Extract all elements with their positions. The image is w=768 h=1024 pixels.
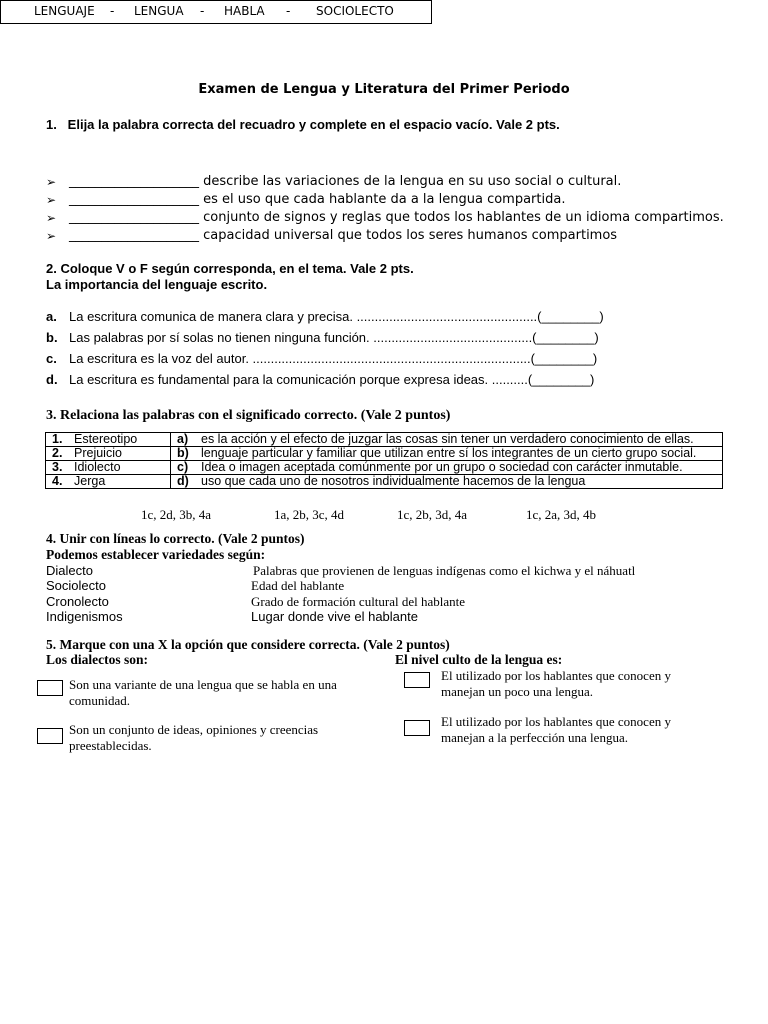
answer-option[interactable]: 1c, 2b, 3d, 4a (397, 507, 468, 522)
fill-blank-definition: capacidad universal que todos los seres humanos compartimos (203, 228, 618, 243)
word-separator: - (200, 4, 205, 18)
answer-option[interactable]: 1c, 2a, 3d, 4b (526, 507, 597, 522)
checkbox[interactable] (37, 728, 63, 744)
fill-blank-text (69, 210, 724, 225)
meaning-text: Idea o imagen aceptada comúnmente por un grupo o sociedad con carácter inmutable. (201, 460, 683, 474)
word-box (0, 0, 432, 24)
term-cell (46, 447, 171, 461)
item-letter: c. (46, 351, 57, 366)
table-row (46, 447, 723, 461)
fill-blank-text (69, 228, 617, 243)
meaning-letter: a) (177, 432, 189, 446)
checkbox[interactable] (37, 680, 63, 696)
meaning-letter: b) (177, 446, 189, 460)
left-heading: Los dialectos son: (46, 652, 149, 667)
term-cell (46, 475, 171, 489)
meaning-text: es la acción y el efecto de juzgar las cosas sin tener un verdadero conocimiento de ellas. (201, 432, 694, 446)
table-row (46, 461, 723, 475)
true-false-statement[interactable]: La escritura es la voz del autor. .............................................................................(________) (69, 351, 598, 366)
word-option: HABLA (224, 4, 265, 18)
meaning-cell (171, 461, 723, 475)
word-option: LENGUAJE (34, 4, 95, 18)
arrow-bullet-icon: ➢ (46, 193, 57, 207)
checkbox[interactable] (404, 672, 430, 688)
true-false-statement[interactable]: La escritura es fundamental para la comunicación porque expresa ideas. ..........(________) (69, 372, 595, 387)
blank-line[interactable]: ____________________ (69, 174, 199, 189)
answer-option[interactable]: 1a, 2b, 3c, 4d (274, 507, 345, 522)
question-5-prompt: 5. Marque con una X la opción que considere correcta. (Vale 2 puntos) (46, 637, 450, 652)
arrow-bullet-icon: ➢ (46, 211, 57, 225)
table-row (46, 433, 723, 447)
term-number: 2. (52, 446, 63, 460)
term-cell (46, 461, 171, 475)
meaning-text: lenguaje particular y familiar que utilizan entre sí los integrantes de un cierto grupo social. (201, 446, 697, 460)
option-text: Son una variante de una lengua que se habla en una comunidad. (69, 677, 337, 708)
meaning-cell (171, 447, 723, 461)
left-term[interactable]: Dialecto (46, 563, 93, 578)
true-false-statement[interactable]: La escritura comunica de manera clara y precisa. ..................................................(________) (69, 309, 604, 324)
checkbox[interactable] (404, 720, 430, 736)
blank-line[interactable]: ____________________ (69, 210, 199, 225)
arrow-bullet-icon: ➢ (46, 175, 57, 189)
item-letter: a. (46, 309, 57, 324)
meaning-letter: c) (177, 460, 189, 474)
item-letter: b. (46, 330, 58, 345)
matching-table (45, 432, 723, 489)
question-1-prompt: 1. Elija la palabra correcta del recuadro y complete en el espacio vacío. Vale 2 pts. (46, 117, 560, 132)
true-false-item (0, 309, 768, 327)
left-term[interactable]: Cronolecto (46, 594, 109, 609)
item-letter: d. (46, 372, 58, 387)
left-term[interactable]: Indigenismos (46, 609, 123, 624)
meaning-cell (171, 475, 723, 489)
right-heading: El nivel culto de la lengua es: (395, 652, 563, 667)
option-text: El utilizado por los hablantes que conocen y manejan un poco una lengua. (441, 668, 671, 699)
term-number: 1. (52, 432, 63, 446)
term-cell (46, 433, 171, 447)
blank-line[interactable]: ____________________ (69, 192, 199, 207)
answer-option[interactable]: 1c, 2d, 3b, 4a (141, 507, 212, 522)
term-label: Idiolecto (74, 460, 121, 474)
term-label: Estereotipo (74, 432, 138, 446)
exam-title: Examen de Lengua y Literatura del Primer Periodo (198, 82, 570, 97)
fill-blank-definition: conjunto de signos y reglas que todos los hablantes de un idioma compartimos. (203, 210, 724, 225)
word-option: LENGUA (134, 4, 184, 18)
option-text: El utilizado por los hablantes que conocen y manejan a la perfección una lengua. (441, 714, 671, 745)
word-option: SOCIOLECTO (316, 4, 394, 18)
meaning-text: uso que cada uno de nosotros individualmente hacemos de la lengua (201, 474, 586, 488)
true-false-item (0, 330, 768, 348)
right-definition[interactable]: Edad del hablante (251, 578, 345, 593)
arrow-bullet-icon: ➢ (46, 229, 57, 243)
question-4-subtitle: Podemos establecer variedades según: (46, 547, 266, 562)
fill-blank-text (69, 192, 565, 207)
fill-blank-text (69, 174, 621, 189)
fill-blank-definition: describe las variaciones de la lengua en su uso social o cultural. (203, 174, 622, 189)
meaning-letter: d) (177, 474, 189, 488)
meaning-cell (171, 433, 723, 447)
true-false-item (0, 372, 768, 390)
question-3-prompt: 3. Relaciona las palabras con el significado correcto. (Vale 2 puntos) (46, 408, 451, 423)
term-number: 4. (52, 474, 63, 488)
fill-blank-item (0, 228, 768, 246)
term-number: 3. (52, 460, 63, 474)
fill-blank-definition: es el uso que cada hablante da a la lengua compartida. (203, 192, 566, 207)
question-2-subtitle: La importancia del lenguaje escrito. (46, 277, 268, 292)
true-false-statement[interactable]: Las palabras por sí solas no tienen ninguna función. ............................................(________) (69, 330, 599, 345)
term-label: Jerga (74, 474, 106, 488)
true-false-item (0, 351, 768, 369)
fill-blank-item (0, 174, 768, 192)
fill-blank-item (0, 192, 768, 210)
word-separator: - (286, 4, 291, 18)
left-term[interactable]: Sociolecto (46, 578, 106, 593)
word-separator: - (110, 4, 115, 18)
blank-line[interactable]: ____________________ (69, 228, 199, 243)
right-definition[interactable]: Grado de formación cultural del hablante (251, 594, 466, 609)
right-definition[interactable]: Lugar donde vive el hablante (251, 609, 418, 624)
table-row (46, 475, 723, 489)
question-2-prompt: 2. Coloque V o F según corresponda, en el tema. Vale 2 pts. (46, 261, 414, 276)
option-text: Son un conjunto de ideas, opiniones y creencias preestablecidas. (69, 722, 319, 753)
question-4-prompt: 4. Unir con líneas lo correcto. (Vale 2 puntos) (46, 531, 305, 546)
term-label: Prejuicio (74, 446, 122, 460)
right-definition[interactable]: Palabras que provienen de lenguas indígenas como el kichwa y el náhuatl (253, 563, 636, 578)
fill-blank-item (0, 210, 768, 228)
